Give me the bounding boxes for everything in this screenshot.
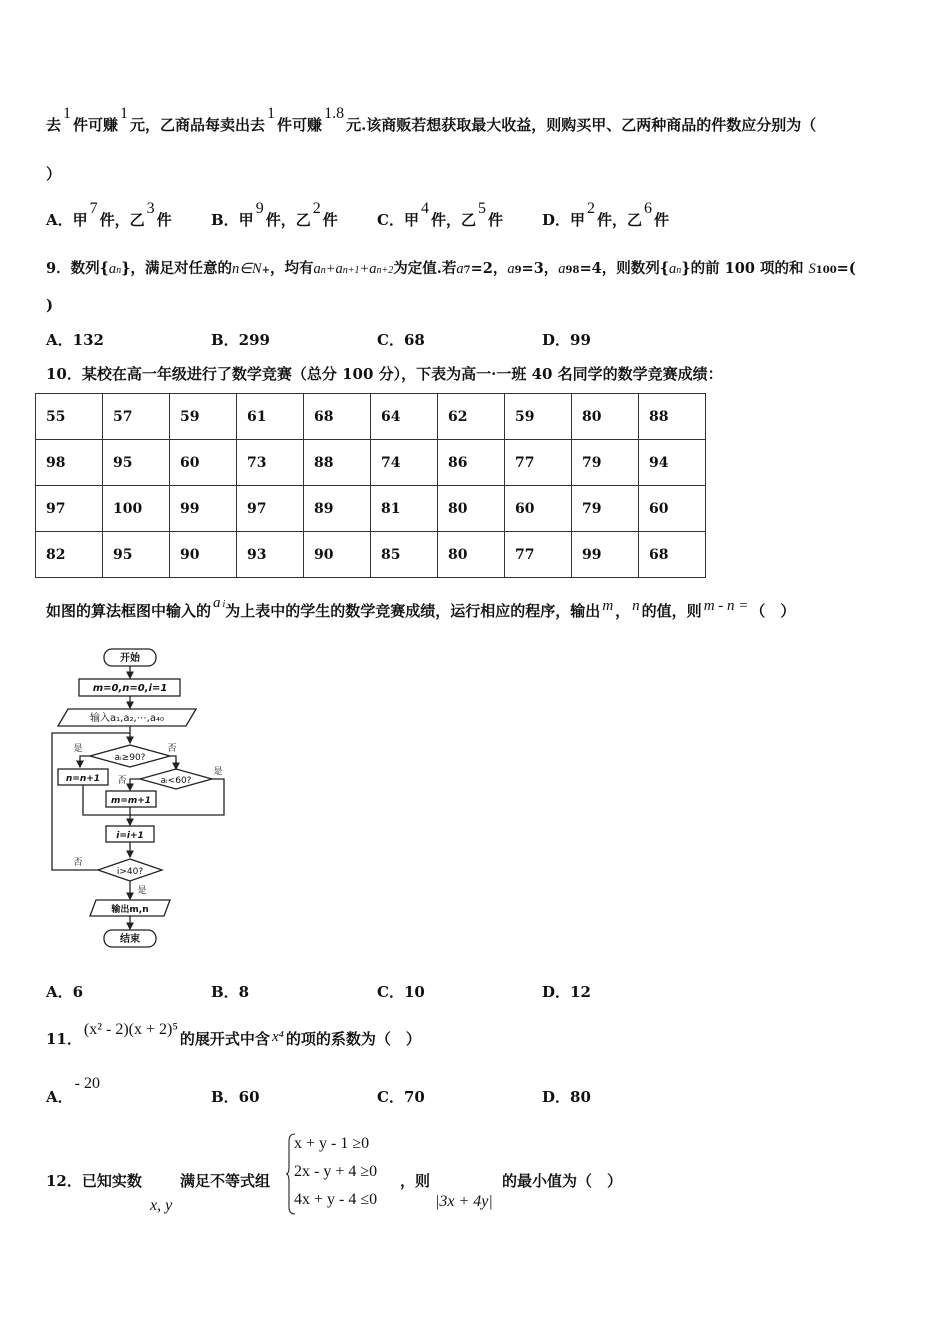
- table-cell: 94: [639, 440, 706, 486]
- table-cell: 60: [170, 440, 237, 486]
- table-row: [36, 440, 706, 486]
- table-cell: 68: [639, 532, 706, 578]
- q9-stem-line2: ): [46, 296, 54, 314]
- table-cell: 60: [639, 486, 706, 532]
- table-cell: 59: [170, 394, 237, 440]
- q11-expression: (x² - 2)(x + 2)⁵: [83, 1021, 178, 1038]
- flow-end-label: 结束: [120, 934, 140, 945]
- flow-yes-label-1: 是: [73, 744, 83, 754]
- q11-stem: 11．(x² - 2)(x + 2)⁵的展开式中含 x⁴ 的项的系数为（ ）: [46, 1021, 421, 1048]
- table-cell: 95: [103, 440, 170, 486]
- flow-m-increment-label: m=m+1: [110, 796, 152, 806]
- q10-option-b[interactable]: B．8: [211, 983, 250, 1001]
- q9-option-c[interactable]: C．68: [377, 331, 425, 349]
- math-number: 1: [120, 105, 129, 122]
- table-cell: 80: [438, 486, 505, 532]
- table-cell: 77: [505, 440, 572, 486]
- table-cell: 88: [639, 394, 706, 440]
- table-cell: 89: [304, 486, 371, 532]
- q8-option-b[interactable]: B．甲9件，乙2件: [211, 200, 338, 229]
- math-number: 1: [63, 105, 72, 122]
- q10-option-a[interactable]: A．6: [46, 983, 84, 1001]
- table-row: [36, 486, 706, 532]
- flow-decision-2-label: aᵢ<60?: [160, 776, 192, 786]
- table-row: [36, 394, 706, 440]
- table-cell: 62: [438, 394, 505, 440]
- flow-decision-3-label: i>40?: [116, 867, 144, 877]
- flow-i-increment-label: i=i+1: [116, 831, 144, 841]
- q12-stem-start: 12．已知实数: [46, 1172, 142, 1190]
- q9-option-a[interactable]: A．132: [46, 331, 104, 349]
- q8-option-d[interactable]: D．甲2件，乙6件: [542, 200, 670, 229]
- flow-yes-label-2: 是: [213, 767, 223, 777]
- algorithm-flowchart: [46, 645, 236, 955]
- q8-option-c[interactable]: C．甲4件，乙5件: [377, 200, 503, 229]
- q8-stem-line1: 去1件可赚1元，乙商品每卖出去1件可赚1.8元.该商贩若想获取最大收益，则购买甲、乙两种商品的件数应分别为（: [46, 105, 817, 134]
- table-cell: 97: [36, 486, 103, 532]
- table-cell: 98: [36, 440, 103, 486]
- inequality-1: x + y - 1 ≥0: [294, 1135, 370, 1152]
- table-cell: 79: [572, 440, 639, 486]
- table-cell: 64: [371, 394, 438, 440]
- flow-init-label: m=0,n=0,i=1: [92, 683, 168, 694]
- table-cell: 100: [103, 486, 170, 532]
- table-cell: 88: [304, 440, 371, 486]
- table-cell: 90: [170, 532, 237, 578]
- table-cell: 90: [304, 532, 371, 578]
- q12-stem-then: ，则: [400, 1172, 431, 1190]
- table-cell: 86: [438, 440, 505, 486]
- q11-option-b[interactable]: B．60: [211, 1088, 260, 1106]
- q11-option-c[interactable]: C．70: [377, 1088, 425, 1106]
- scores-table: [35, 393, 706, 578]
- flow-no-label-2: 否: [117, 776, 127, 786]
- table-cell: 99: [170, 486, 237, 532]
- table-cell: 74: [371, 440, 438, 486]
- table-cell: 85: [371, 532, 438, 578]
- inequality-2: 2x - y + 4 ≥0: [294, 1163, 378, 1180]
- table-cell: 82: [36, 532, 103, 578]
- q12-stem-mid: 满足不等式组: [180, 1172, 271, 1190]
- table-cell: 59: [505, 394, 572, 440]
- table-cell: 77: [505, 532, 572, 578]
- q8-option-a[interactable]: A．甲7件，乙3件: [46, 200, 172, 229]
- table-cell: 80: [438, 532, 505, 578]
- q11-option-d[interactable]: D．80: [542, 1088, 591, 1106]
- table-cell: 79: [572, 486, 639, 532]
- table-cell: 81: [371, 486, 438, 532]
- q12-abs-expression: |3x + 4y|: [435, 1193, 493, 1210]
- q8-stem-line2: ）: [46, 165, 62, 183]
- table-cell: 95: [103, 532, 170, 578]
- q11-option-a[interactable]: A．- 20: [46, 1075, 100, 1106]
- table-cell: 80: [572, 394, 639, 440]
- table-cell: 99: [572, 532, 639, 578]
- q12-stem-end: 的最小值为（ ）: [502, 1172, 623, 1190]
- q9-stem-line1: 9．数列{an}，满足对任意的n∈N+，均有an+an+1+an+2为定值.若a7=2，a9=3，a98=4，则数列{an}的前 100 项的和 S100=(: [46, 260, 856, 277]
- table-cell: 73: [237, 440, 304, 486]
- table-row: [36, 532, 706, 578]
- math-number: 1: [267, 105, 276, 122]
- flow-no-label-1: 否: [167, 744, 177, 754]
- math-number: 1.8: [324, 105, 345, 122]
- q9-option-d[interactable]: D．99: [542, 331, 591, 349]
- table-cell: 55: [36, 394, 103, 440]
- q9-option-b[interactable]: B．299: [211, 331, 270, 349]
- q10-option-d[interactable]: D．12: [542, 983, 591, 1001]
- flow-input-label: 输入a₁,a₂,⋯,a₄₀: [90, 713, 164, 724]
- q10-stem-2: 如图的算法框图中输入的 a $^i$为上表中的学生的数学竞赛成绩，运行相应的程序，输出 m ， n 的值，则 m - n = （ ）: [46, 595, 796, 620]
- inequality-3: 4x + y - 4 ≤0: [294, 1191, 378, 1208]
- flow-decision-1-label: aᵢ≥90?: [114, 753, 146, 763]
- flow-output-label: 输出m,n: [111, 905, 149, 915]
- table-cell: 60: [505, 486, 572, 532]
- q12-vars: x, y: [150, 1197, 173, 1214]
- flow-n-increment-label: n=n+1: [65, 774, 101, 784]
- table-cell: 93: [237, 532, 304, 578]
- flow-no-label-3: 否: [73, 858, 83, 868]
- q10-stem: 10．某校在高一年级进行了数学竞赛（总分 100 分），下表为高一·一班 40 名同学的数学竞赛成绩：: [46, 365, 723, 383]
- table-cell: 57: [103, 394, 170, 440]
- q10-option-c[interactable]: C．10: [377, 983, 425, 1001]
- flow-start-label: 开始: [120, 653, 140, 664]
- table-cell: 68: [304, 394, 371, 440]
- table-cell: 61: [237, 394, 304, 440]
- flow-yes-label-3: 是: [137, 886, 147, 896]
- table-cell: 97: [237, 486, 304, 532]
